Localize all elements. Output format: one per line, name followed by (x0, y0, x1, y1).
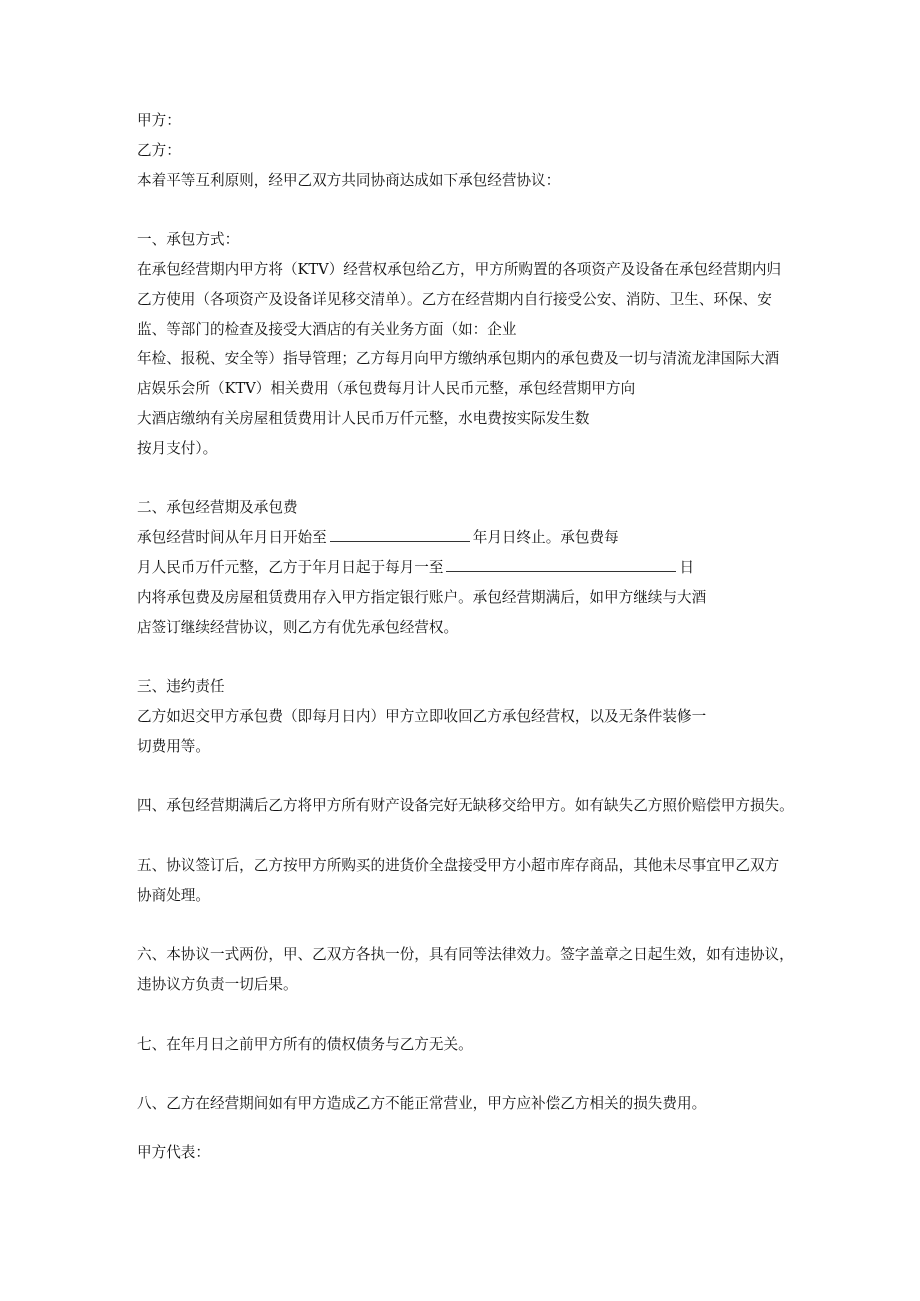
section-1-line: 按月支付）。 (137, 439, 218, 457)
section-1-line: 大酒店缴纳有关房屋租赁费用计人民币万仟元整，水电费按实际发生数 (137, 409, 590, 427)
section-2-title: 二、承包经营期及承包费 (137, 499, 298, 517)
section-3-line: 切费用等。 (137, 737, 210, 755)
section-3-line: 乙方如迟交甲方承包费（即每月日内）甲方立即收回乙方承包经营权，以及无条件装修一 (137, 707, 707, 725)
section-5-line: 协商处理。 (137, 886, 210, 904)
section-4: 四、承包经营期满后乙方将甲方所有财产设备完好无缺移交给甲方。如有缺失乙方照价赔偿甲方损失。 (137, 797, 794, 815)
section-1-line: 年检、报税、安全等）指导管理；乙方每月向甲方缴纳承包期内的承包费及一切与清流龙津国际大酒 (137, 350, 780, 368)
contract-document (137, 106, 817, 1168)
section-1-line: 店娱乐会所（KTV）相关费用（承包费每月计人民币元整，承包经营期甲方向 (137, 380, 636, 398)
section-2-line: 内将承包费及房屋租赁费用存入甲方指定银行账户。承包经营期满后，如甲方继续与大酒 (137, 588, 707, 606)
section-5-line: 五、协议签订后，乙方按甲方所购买的进货价全盘接受甲方小超市库存商品，其他未尽事宜甲乙双方 (137, 856, 780, 874)
section-6-line: 六、本协议一式两份，甲、乙双方各执一份，具有同等法律效力。签字盖章之日起生效，如有违协议， (137, 946, 794, 964)
section-2-text: 日 (679, 558, 695, 576)
section-2-line (137, 553, 817, 583)
section-7: 七、在年月日之前甲方所有的债权债务与乙方无关。 (137, 1035, 473, 1053)
section-2-text: 年月日终止。承包费每 (472, 529, 619, 547)
section-1-line: 监、等部门的检查及接受大酒店的有关业务方面（如：企业 (137, 320, 517, 338)
section-3-title: 三、违约责任 (137, 678, 225, 696)
section-2-line: 店签订继续经营协议，则乙方有优先承包经营权。 (137, 618, 459, 636)
section-1-title: 一、承包方式： (137, 231, 240, 249)
section-2-text: 承包经营时间从年月日开始至 (137, 529, 327, 547)
intro-text: 本着平等互利原则，经甲乙双方共同协商达成如下承包经营协议： (137, 171, 561, 189)
section-1-line: 乙方使用（各项资产及设备详见移交清单）。乙方在经营期内自行接受公安、消防、卫生、环保、安 (137, 290, 772, 308)
section-2-line (137, 523, 817, 553)
section-2-text: 月人民币万仟元整，乙方于年月日起于每月一至 (137, 558, 444, 576)
blank-fill-line (330, 525, 470, 542)
section-1-line: 在承包经营期内甲方将（KTV）经营权承包给乙方，甲方所购置的各项资产及设备在承包经营期内归 (137, 260, 782, 278)
blank-fill-line (446, 555, 676, 572)
party-a-representative: 甲方代表： (137, 1144, 210, 1162)
section-8: 八、乙方在经营期间如有甲方造成乙方不能正常营业，甲方应补偿乙方相关的损失费用。 (137, 1095, 707, 1113)
section-6-line: 违协议方负责一切后果。 (137, 976, 298, 994)
party-a-label: 甲方： (137, 112, 181, 129)
party-b-label: 乙方： (137, 141, 181, 159)
